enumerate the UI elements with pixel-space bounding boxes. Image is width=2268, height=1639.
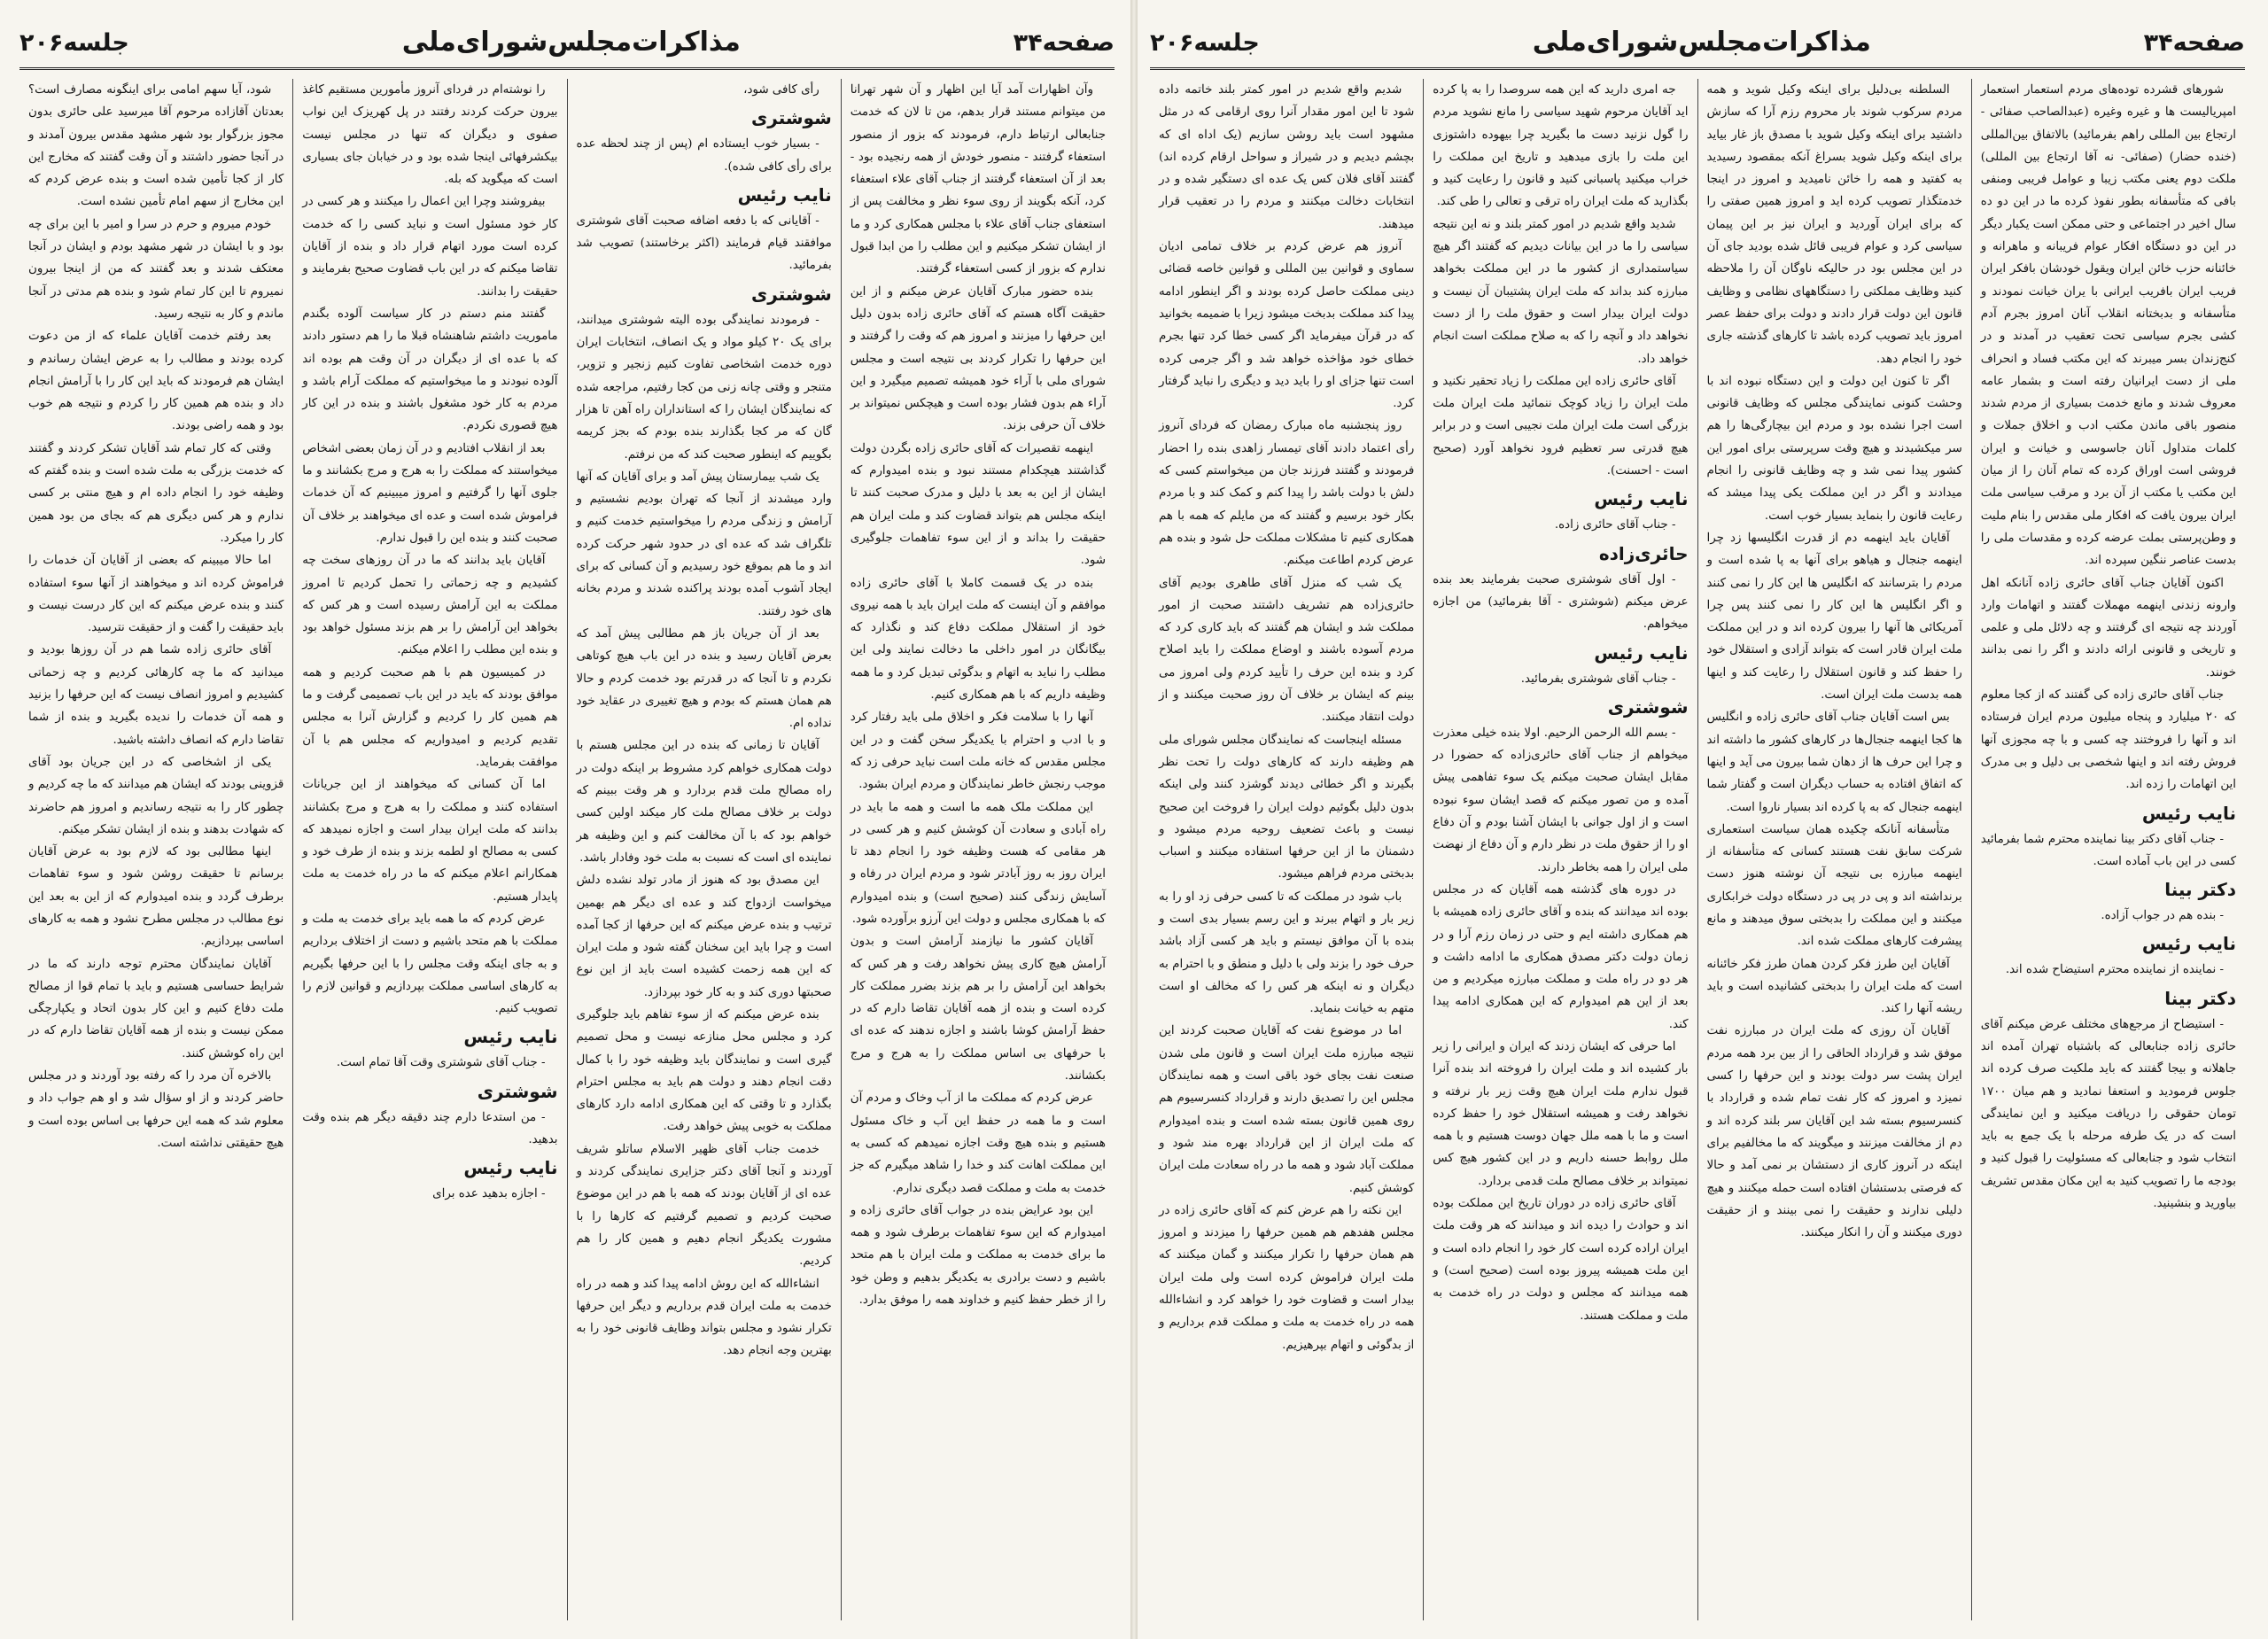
- paragraph: جناب آقای حائری زاده کی گفتند که از کجا معلوم که ۲۰ میلیارد و پنجاه میلیون مردم ایران فرستاده اند و آنها را فروختند چه کسی و با چه مجوزی آنها فروش رفته اند و اینها شخصی بی دلیل و بی مدرک این اتهامات را زده اند.: [1980, 688, 2237, 792]
- speaker-name: نایب رئیس: [2141, 802, 2236, 824]
- paragraph: بس است آقایان جناب آقای حائری زاده و انگلیس ها کجا اینهمه جنجال‌ها در کارهای کشور ما داشته اند و چرا این حرف ها از دهان شما بیرون می آید و اینها که اتفاق افتاده به حساب دیگران است و گفتار شما اینهمه جنجال که به پا کرده اند بسیار ناروا است.: [1706, 711, 1962, 814]
- paragraph: آقایان این طرز فکر کردن همان طرز فکر خائنانه است که ملت ایران را بدبختی کشانیده است و باید ریشه آنها را کند.: [1706, 957, 1962, 1016]
- speaker-name: نایب رئیس: [463, 1026, 558, 1048]
- paragraph: عرض کردم که مملکت ما از آب وخاک و مردم آن است و ما همه در حفظ این آب و خاک مسئول هستیم و بنده هیچ وقت اجازه نمیدهم که کسی به این مملکت اهانت کند و خدا را شاهد میگیرم که جز خدمت به ملت و مملکت قصد دیگری ندارم.: [850, 1091, 1106, 1195]
- text-column: [841, 79, 1115, 1620]
- paragraph: روز پنجشنبه ماه مبارک رمضان که فردای آنروز رأی اعتماد دادند آقای تیمسار زاهدی بنده را احضار فرمودند و گفتند فرزند جان من میخواستم کسی که دلش با دولت باشد را پیدا کنم و کمک کند و با مردم بکار خود برسیم و گفتند که من مایلم که همه با هم همکاری کنیم تا مشکلات مملکت حل شود و بنده هم عرض کردم اطاعت میکنم.: [1159, 419, 1415, 568]
- paragraph: آنها را با سلامت فکر و اخلاق ملی باید رفتار کرد و با ادب و احترام با یکدیگر سخن گفت و در این مجلس مقدس که خانه ملت است نباید حرفی زد که موجب رنجش خاطر نمایندگان و مردم ایران بشود.: [850, 711, 1106, 792]
- paragraph: آقای حائری زاده در دوران تاریخ این مملکت بوده اند و حوادث را دیده اند و میدانند که هر وقت ملت ایران اراده کرده است کار خود را انجام داده است و این ملت همیشه پیروز بوده است (صحیح است) و همه میدانند که مجلس و دولت در راه خدمت به ملت و مملکت هستند.: [1433, 1197, 1689, 1323]
- paragraph: بیفروشند وچرا این اعمال را میکنند و هر کسی در کار خود مسئول است و نباید کسی را که خدمت کرده است مورد اتهام قرار داد و بنده از آقایان تقاضا میکنم که در این باب قضاوت صحیح بفرمایند و حقیقت را بدانند.: [302, 195, 558, 299]
- paragraph: رأی کافی شود،: [743, 83, 819, 97]
- paragraph: - اجازه بدهید عده برای: [432, 1187, 546, 1201]
- paragraph: - اول آقای شوشتری صحبت بفرمایند بعد بنده عرض میکنم (شوشتری - آقا بفرمائید) من اجازه میخواهم.: [1433, 572, 1689, 632]
- paragraph: این مملکت ملک همه ما است و همه ما باید در راه آبادی و سعادت آن کوشش کنیم و هر کسی در هر مقامی که هست وظیفه خود را انجام دهد تا ایران روز به روز آبادتر شود و مردم ایران در رفاه و آسایش زندگی کنند (صحیح است) و بنده امیدوارم که با همکاری مجلس و دولت این آرزو برآورده شود.: [850, 800, 1106, 926]
- paragraph: آقایان باید اینهمه دم از قدرت انگلیسها زد چرا اینهمه جنجال و هیاهو برای آنها به پا شده است و مردم را بترسانند که انگلیس ها این کار را نمی کنند و اگر انگلیس ها این کار را نمی کنند پس چرا آمریکائی ها آنها را بیرون کرده اند و در این مملکت ملت ایران قادر است که بتواند آزادی و استقلال خود را حفظ کند و قانون استقلال را رعایت کند و اینها همه بدست ملت ایران است.: [1706, 531, 1962, 703]
- paragraph: بالاخره آن مرد را که رفته بود آوردند و در مجلس حاضر کردند و از او سؤال شد و او هم جواب داد و معلوم شد که همه این حرفها بی اساس بوده است و هیچ حقیقتی نداشته است.: [28, 1069, 284, 1150]
- paragraph: گفتند منم دستم در کار سیاست آلوده بگندم ماموریت داشتم شاهنشاه قبلا ما را هم دستور دادند که با عده ای از دیگران در آن وقت هم بوده اند آلوده نبودند و ما میخواستیم که مملکت آرام باشد و مردم به کار خود مشغول باشند و بنده در این کار هیچ قصوری نکردم.: [302, 307, 558, 433]
- paragraph: متأسفانه آنانکه چکیده همان سیاست استعماری شرکت سابق نفت هستند کسانی که متأسفانه از اینهمه مبارزه بی نتیجه آن نوشته هنوز دست برنداشته اند و پی در پی در دستگاه دولت خرابکاری میکنند و این مملکت را بدبختی سوق میدهند و مانع پیشرفت کارهای مملکت شده اند.: [1706, 822, 1962, 949]
- paragraph: اگر تا کنون این دولت و این دستگاه نبوده اند با وحشت کنونی نمایندگی مجلس که وظایف قانونی است اجرا نشده بود و مردم این بیچارگی‌ها را هم سر میکشیدند و هیچ وقت سرپرستی برای امور این کشور پیدا نمی شد و چه وظایف قانونی را انجام میدادند و اگر در این مملکت یکی پیدا میشد که رعایت قانون را بنماید بسیار خوب است.: [1706, 374, 1962, 523]
- paragraph: - جناب آقای شوشتری بفرمائید.: [1520, 672, 1676, 686]
- speaker-name: نایب رئیس: [463, 1157, 558, 1179]
- speaker-name: شوشتری: [750, 107, 832, 129]
- right-page: [1138, 0, 2268, 1639]
- paragraph: اینها مطالبی بود که لازم بود به عرض آقایان برسانم تا حقیقت روشن شود و سوء تفاهمات برطرف گردد و بنده امیدوارم که از این به بعد این نوع مطالب در مجلس مطرح نشود و همه به کارهای اساسی بپردازیم.: [28, 845, 284, 949]
- paragraph: اما در موضوع نفت که آقایان صحبت کردند این نتیجه مبارزه ملت ایران است و قانون ملی شدن صنعت نفت بجای خود باقی است و همه نمایندگان مجلس این را تصدیق دارند و قرارداد کنسرسیوم هم روی همین قانون بسته شده است و بنده امیدوارم که ملت ایران از این قرارداد بهره مند شود و مملکت آباد شود و همه ما در راه سعادت ملت ایران کوشش کنیم.: [1159, 1024, 1415, 1195]
- paragraph: شود، آیا سهم امامی برای اینگونه مصارف است؟ بعدتان آقازاده مرحوم آقا میرسید علی حائری بدون مجوز بزرگوار بود شهر مشهد مقدس بیرون آمدند و در آنجا حضور داشتند و آن وقت گفتند که مخارج این کار از کجا تأمین شده است و بنده عرض کردم که این مخارج از سهم امام تأمین نشده است.: [28, 83, 284, 209]
- text-column: [1971, 79, 2245, 1620]
- paragraph: اما حرفی که ایشان زدند که ایران و ایرانی را زیر بار کشیده اند و ملت ایران را فروخته اند بنده آنرا قبول ندارم ملت ایران هیچ وقت زیر بار نرفته و نخواهد رفت و همیشه استقلال خود را حفظ کرده است و ما با همه ملل جهان دوست هستیم و با همه ملل روابط حسنه داریم و در این کشور هیچ کس نمیتواند بر خلاف مصالح ملت قدمی بردارد.: [1433, 1039, 1689, 1188]
- paragraph: - آقایانی که با دفعه اضافه صحبت آقای شوشتری موافقند قیام فرمایند (اکثر برخاستند) تصویب شد بفرمائید.: [576, 214, 832, 273]
- speaker-name: شوشتری: [750, 283, 832, 305]
- paragraph: - بنده هم در جواب آزاده.: [2101, 909, 2224, 923]
- paragraph: - نماینده از نماینده محترم استیضاح شده اند.: [2005, 963, 2224, 977]
- paragraph: انشاءالله که این روش ادامه پیدا کند و همه در راه خدمت به ملت ایران قدم برداریم و دیگر این حرفها تکرار نشود و مجلس بتواند وظایف قانونی خود را به بهترین وجه انجام دهد.: [576, 1277, 832, 1358]
- paragraph: بعد از انقلاب افتادیم و در آن زمان بعضی اشخاص میخواستند که مملکت را به هرج و مرج بکشانند و ما جلوی آنها را گرفتیم و امروز میبینیم که آن خدمات فراموش شده است و عده ای میخواهند بر خلاف آن صحبت کنند و بنده این را قبول ندارم.: [302, 441, 558, 545]
- paragraph: - من استدعا دارم چند دقیقه دیگر هم بنده وقت بدهید.: [302, 1110, 558, 1147]
- paragraph: بنده در یک قسمت کاملا با آقای حائری زاده موافقم و آن اینست که ملت ایران باید با همه نیروی خود از استقلال مملکت دفاع کند و نگذارد که بیگانگان در امور داخلی ما دخالت نمایند ولی این مطلب را نباید به اتهام و بدگوئی تبدیل کرد و ما همه وظیفه داریم که با هم همکاری کنیم.: [850, 576, 1106, 703]
- paragraph: وقتی که کار تمام شد آقایان تشکر کردند و گفتند که خدمت بزرگی به ملت شده است و بنده گفتم که وظیفه خود را انجام داده ام و هیچ منتی بر کسی ندارم و هر کس دیگری هم که بجای من بود همین کار را میکرد.: [28, 441, 284, 545]
- paragraph: - جناب آقای حائری زاده.: [1554, 518, 1676, 532]
- paragraph: عرض کردم که ما همه باید برای خدمت به ملت و مملکت با هم متحد باشیم و دست از اختلاف برداریم و به جای اینکه وقت مجلس را با این حرفها بگیریم به کارهای اساسی مملکت بپردازیم و قوانین لازم را تصویب کنیم.: [302, 912, 558, 1016]
- paragraph: آنروز هم عرض کردم بر خلاف تمامی ادیان سماوی و قوانین بین المللی و قوانین خاصه قضائی دینی مملکت حاصل کرده بودند و اگر اینطور ادامه پیدا کند مملکت بدبخت میشود زیرا با ضمیمه بخوانید که در قرآن میفرماید اگر کسی خطا کرد تنها بجرم خطای خود مؤاخذه خواهد شد و اگر جرمی کرده است تنها جزای او را باید دید و دیگری را نباید گرفتار کرد.: [1159, 240, 1415, 411]
- paragraph: - بسیار خوب ایستاده ام (پس از چند لحظه عده برای رأی کافی شده).: [576, 137, 832, 174]
- text-column: [567, 79, 841, 1620]
- paragraph: شورهای قشرده توده‌های مردم استعمار استعمار امپریالیست ها و غیره وغیره (عبدالصاحب صفائی - ارتجاع بین المللی راهم بفرمائید) بالاتفاق بین‌المللی (خنده حضار) (صفائی- نه آقا ارتجاع بین المللی) ملکت دوم یعنی مکتب زیبا و عوامل فریبی ومنفی بافی که متأسفانه بطور نفوذ کرده ما در این دو ده سال اخیر در اجتماعی و حتی ممکن است یکبار دیگر در این دو دستگاه افکار عوام فریبانه و ماهرانه و خائنانه حزب خائن ایران ویقول خودشان بافکر ایران فریب ایران بافریب ایرانی با یران خیانت نمودند و متأسفانه و بدبختانه انقلاب آنان امروز بجرم آدم کشی بجرم سیاسی تحت تعقیب در آمدند و در کنج‌زندان بسر میبرند که این مکتب فساد و انحراف ملی از دست ایرانیان رفته است و بشمار عامه معروف شدند و مانع خدمت بسیاری از مردم شدند منصور باقی ماندن مکتب ادب و اخلاق جملات و کلمات متداول آنان جاسوسی و خیانت و ایران فروشی است اوراق کرده که تمام آنان را از میان این مکتب یا مکتب از آن برد و مرقب سیاسی ملت ایران بیرون یافت که افکار ملی مقدس را بنام ملیت و وطن‌پرستی بملت عرضه کرده و مقدسات ملی را بدست عناصر ننگین سپرده اند.: [1980, 83, 2237, 568]
- paragraph: اما آن کسانی که میخواهند از این جریانات استفاده کنند و مملکت را به هرج و مرج بکشانند بدانند که ملت ایران بیدار است و اجازه نمیدهد که کسی به مصالح او لطمه بزند و بنده از طرف خود و همکارانم اعلام میکنم که ما در راه خدمت به ملت پایدار هستیم.: [302, 778, 558, 904]
- paragraph: اینهمه تقصیرات که آقای حائری زاده بگردن دولت گذاشتند هیچکدام مستند نبود و بنده امیدوارم که ایشان از این به بعد با دلیل و مدرک صحبت کنند تا اینکه مجلس هم بتواند قضاوت کند و ملت ایران هم حقیقت را بداند و از این سوء تفاهمات جلوگیری شود.: [850, 441, 1106, 568]
- text-column: [1697, 79, 1971, 1620]
- paragraph: - استیضاح از مرجع‌های مختلف عرض میکنم آقای حائری زاده جنابعالی که باشتباه تهران آمده اند جاهلانه و بیجا گفتند که باید ملکیت صرف کرده اند جلوس فرمودید و استعفا نمادید و هم میان ۱۷۰۰ تومان حقوقی را دریافت میکنید و این نمایندگی است که در یک طرفه مرحله با یک جمع به باید انتخاب شود و جنابعالی که مسئولیت را قبول کنید و بودجه ما را تصویب کنید به این مکان مقدس تشریف بیاورید و بنشینید.: [1980, 1017, 2236, 1211]
- paragraph: را نوشته‌ام در فردای آنروز مأمورین مستقیم کاغذ بیرون حرکت کردند رفتند در پل کهریزک این نواب صفوی و دیگران که تنها در مجلس نیست بیکشرفهائی اینجا شده بود و در خیابان جای بسیاری است که میگوید که بله.: [302, 83, 558, 187]
- speaker-name: نایب رئیس: [2141, 933, 2236, 955]
- paragraph: این مصدق بود که هنوز از مادر تولد نشده دلش میخواست ازدواج کند و عده ای دیگر هم بهمین ترتیب و بنده عرض میکنم که این حرفها از کجا آمده است و چرا باید این سخنان گفته شود و ملت ایران که این همه زحمت کشیده است باید از این نوع صحبتها دوری کند و به کار خود بپردازد.: [576, 874, 832, 999]
- speaker-name: حائری‌زاده: [1598, 542, 1689, 564]
- left-page: [0, 0, 1130, 1639]
- paragraph: - فرمودند نمایندگی بوده الیته شوشتری میدانند، برای یک ۲۰ کیلو مواد و یک انصاف، انتخابات ایران دوره خدمت اشخاصی تفاوت کنیم زنجیر و تزویر، متنجر و وقتی چانه زنی من کجا رفتیم، مراجعه شده که نمایندگان ایشان را که استانداران راه آهن تا هزار گان که مر کجا بگذارند بنده بودم که بجز کریمه بگوییم که اینطور صحبت کند که من نرفتم.: [576, 313, 832, 462]
- paragraph: اکنون آقایان جناب آقای حائری زاده آنانکه اهل وارونه زندنی اینهمه مهملات گفتند و اتهامات وارد آوردند چه نتیجه ای گرفتند و چه دلائل ملی و علمی و تاریخی و قانونی ارائه دادند و اگر را نمی بدانند خونند.: [1980, 576, 2236, 680]
- paragraph: جه امری دارید که این همه سروصدا را به پا کرده اید آقایان مرحوم شهید سیاسی را مانع نشوید مردم را گول نزنید دست ما بگیرید چرا بیهوده داشتوزی این ملت را بازی میدهید و تاریخ این مملکت را خراب میکنید پاسبانی کنید و قانون را رعایت کنید و بگذارید که ملت ایران راه ترقی و تعالی را طی کند.: [1433, 83, 1689, 209]
- paragraph: اما حالا میبینم که بعضی از آقایان آن خدمات را فراموش کرده اند و میخواهند از آنها سوء استفاده کنند و بنده عرض میکنم که این کار درست نیست و باید حقیقت را گفت و از حقیقت نترسید.: [28, 554, 284, 635]
- speaker-name: نایب رئیس: [737, 183, 832, 206]
- paragraph: - جناب آقای دکتر بینا نماینده محترم شما بفرمائید کسی در این باب آماده است.: [1980, 832, 2236, 868]
- page-header: [1150, 27, 2245, 70]
- paragraph: آقای حائری زاده این مملکت را زیاد تحقیر نکنید و ملت ایران را زیاد کوچک ننمائید ملت ایران ملت بزرگی است ملت ایران ملت نجیبی است و در برابر هیچ قدرتی سر تعظیم فرود نخواهد آورد (صحیح است - احسنت).: [1433, 374, 1689, 478]
- text-column: [19, 79, 292, 1620]
- paragraph: خودم میروم و حرم در سرا و امیر با این برای چه بود و با ایشان در شهر مشهد بودم و ایشان در آنجا معتکف شدند و بعد گفتند که من از اینجا بیرون نمیروم تا این کار تمام شود و بنده هم مدتی در آنجا ماندم و کار به نتیجه رسید.: [28, 217, 284, 321]
- page-gutter: [1130, 0, 1138, 1639]
- speaker-name: نایب رئیس: [1594, 641, 1689, 664]
- paragraph: آقای حائری زاده شما هم در آن روزها بودید و میدانید که ما چه کارهائی کردیم و چه زحماتی کشیدیم و امروز انصاف نیست که این حرفها را بزنید و همه آن خدمات را ندیده بگیرید و بنده از شما تقاضا دارم که انصاف داشته باشید.: [28, 643, 284, 747]
- text-columns: [1150, 79, 2245, 1620]
- paragraph: یکی از اشخاصی که در این جریان بود آقای قزوینی بودند که ایشان هم میدانند که ما چه کردیم و چطور کار را به نتیجه رساندیم و امروز هم حاضرند که شهادت بدهند و بنده از ایشان تشکر میکنم.: [28, 755, 284, 836]
- page-label: صفحه۳۴: [2143, 29, 2245, 57]
- paragraph: این بود عرایض بنده در جواب آقای حائری زاده و امیدوارم که این سوء تفاهمات برطرف شود و همه ما برای خدمت به مملکت و ملت ایران با هم متحد باشیم و دست برادری به یکدیگر بدهیم و وطن خود را از خطر حفظ کنیم و خداوند همه را موفق بدارد.: [850, 1203, 1106, 1308]
- paragraph: آقایان باید بدانند که ما در آن روزهای سخت چه کشیدیم و چه زحماتی را تحمل کردیم تا امروز مملکت به این آرامش رسیده است و هر کس که بخواهد این آرامش را بر هم بزند مسئول خواهد بود و بنده این مطلب را اعلام میکنم.: [302, 554, 558, 657]
- paragraph: آقایان کشور ما نیازمند آرامش است و بدون آرامش هیچ کاری پیش نخواهد رفت و هر کس که بخواهد این آرامش را بر هم بزند بضرر مملکت کار کرده است و بنده از همه آقایان تقاضا دارم که در حفظ آرامش کوشا باشند و اجازه ندهند که عده ای با حرفهای بی اساس مملکت را به هرج و مرج بکشانند.: [850, 935, 1106, 1084]
- paragraph: در دوره های گذشته همه آقایان که در مجلس بوده اند میدانند که بنده و آقای حائری زاده همیشه با هم همکاری داشته ایم و حتی در زمان رزم آرا و در زمان دولت دکتر مصدق همکاری ما ادامه داشت و هر دو در راه ملت و مملکت مبارزه میکردیم و من بعد از این هم امیدوارم که این همکاری ادامه پیدا کند.: [1433, 882, 1689, 1031]
- session-label: جلسه۲۰۶: [19, 29, 129, 57]
- paragraph: باب شود در مملکت که تا کسی حرفی زد او را به زیر بار و اتهام ببرند و این رسم بسیار بدی است و بنده با آن موافق نیستم و باید هر کسی آزاد باشد حرف خود را بزند ولی با دلیل و منطق و با احترام به دیگران و نه اینکه هر کس را که مخالف او است متهم به خیانت بنماید.: [1159, 889, 1415, 1016]
- paragraph: السلطنه بی‌دلیل برای اینکه وکیل شوید و همه مردم سرکوب شوند بار محروم رزم آرا که سازش داشتید برای اینکه وکیل شوید با مصدق باز غار بیاید برای اینکه وکیل شوید بسراغ آنکه بمقصود رسیدید به کفتید و همه را خائن نامیدید و امروز در اینجا خدمتگذار تصویب کرده اید و امروز همین صفتی را که برای ایران آوردید و ایران نیز بر این پیمان سیاسی کرد و عوام فریبی قائل شده بودید جای آن در این مجلس بود در حالیکه ناوگان آن را ملاحظه کنید وظایف مملکتی را دستگاههای نظامی و وظایف قانون این دولت قرار دادند و دولت برای حفظ عصر امروز باید تصویب کرده باشد تا کارهای گذشته جاری خود را انجام دهد.: [1706, 83, 1962, 366]
- paragraph: بنده حضور مبارک آقایان عرض میکنم و از این حقیقت آگاه هستم که آقای حائری زاده بدون دلیل این حرفها را میزنند و امروز هم که وقت را گرفتند و این حرفها را تکرار کردند بی نتیجه است و مجلس شورای ملی با آراء خود همیشه تصمیم میگیرد و این آراء هم بدون فشار بوده است و هیچکس نمیتواند بر خلاف آن حرفی بزند.: [850, 284, 1106, 433]
- gazette-title: مذاکرات‌مجلس‌شورای‌ملی: [401, 27, 741, 58]
- speaker-name: نایب رئیس: [1594, 488, 1689, 510]
- text-columns: [19, 79, 1115, 1620]
- paragraph: مسئله اینجاست که نمایندگان مجلس شورای ملی هم وظیفه دارند که کارهای دولت را تحت نظر بگیرند و اگر خطائی دیدند گوشزد کنند ولی اینکه بدون دلیل بگوئیم دولت ایران را فروخت این صحیح نیست و باعث تضعیف روحیه مردم میشود و دشمنان ما از این حرفها استفاده میکنند و اسباب بدبختی مردم فراهم میشود.: [1159, 733, 1415, 882]
- paragraph: در کمیسیون هم با هم صحبت کردیم و همه موافق بودند که باید در این باب تصمیمی گرفت و ما هم همین کار را کردیم و گزارش آنرا به مجلس تقدیم کردیم و امیدواریم که مجلس هم با آن موافقت بفرماید.: [302, 665, 558, 769]
- speaker-name: شوشتری: [477, 1080, 558, 1102]
- page-label: صفحه۳۴: [1013, 29, 1115, 57]
- text-column: [1423, 79, 1697, 1620]
- text-column: [292, 79, 566, 1620]
- paragraph: شدید واقع شدیم در امور کمتر بلند و نه این نتیجه سیاسی را ما در این بیانات دیدیم که گفتند اگر هیچ سیاستمداری از کشور ما در این مملکت بخواهد مبارزه کند بداند که ملت ایران پشتیبان آن نیست و دولت ایران بیدار است و حقوق ملت را از دست نخواهد داد و آنچه را که به صلاح مملکت است انجام خواهد داد.: [1433, 217, 1689, 366]
- paragraph: خدمت جناب آقای ظهیر الاسلام ساتلو شریف آوردند و آنجا آقای دکتر جزایری نمایندگی کردند و عده ای از آقایان بودند که همه با هم در این موضوع صحبت کردیم و تصمیم گرفتیم که کارها را با مشورت یکدیگر انجام دهیم و همین کار را هم کردیم.: [576, 1142, 832, 1269]
- gazette-title: مذاکرات‌مجلس‌شورای‌ملی: [1532, 27, 1871, 58]
- text-column: [1150, 79, 1423, 1620]
- speaker-name: دکتر بینا: [2164, 879, 2236, 901]
- session-label: جلسه۲۰۶: [1150, 29, 1260, 57]
- paragraph: یک شب بیمارستان پیش آمد و برای آقایان که آنها وارد میشدند از آنجا که تهران بودیم نشستیم و آرامش و زندگی مردم را میخواستیم خدمت کنیم و تلگراف شد که عده ای در حدود شهر حرکت کرده اند و ما هم بموقع خود رسیدیم و آن کسانی که برای ایجاد آشوب آمده بودند پراکنده شدند و مردم بخانه های خود رفتند.: [576, 470, 832, 618]
- paragraph: شدیم واقع شدیم در امور کمتر بلند خاتمه داده شود تا این امور مقدار آنرا روی ارقامی که در مثل مشهود است باید روشن سازیم (یک اداه ای که بچشم دیدیم و در شیراز و سواحل ارقام کرده اند) گفتند آقای فلان کس یک عده ای دستگیر شده و در انتخابات دخالت میکنند و مردم را در تعقیب قرار میدهند.: [1159, 83, 1415, 231]
- paragraph: - جناب آقای شوشتری وقت آقا تمام است.: [336, 1056, 546, 1070]
- paragraph: یک شب که منزل آقای طاهری بودیم آقای حائری‌زاده هم تشریف داشتند صحبت از امور مملکت شد و ایشان هم گفتند که باید کاری کرد که مردم آسوده باشند و اوضاع مملکت را باید اصلاح کرد و بنده این حرف را تأیید کردم ولی امروز می بینم که ایشان بر خلاف آن روز صحبت میکنند و از دولت انتقاد میکنند.: [1159, 576, 1415, 725]
- paragraph: آقایان نمایندگان محترم توجه دارند که ما در شرایط حساسی هستیم و باید با تمام قوا از مصالح ملت دفاع کنیم و این کار بدون اتحاد و یکپارچگی ممکن نیست و بنده از همه آقایان تقاضا دارم که در این راه کوشش کنند.: [28, 957, 284, 1060]
- paragraph: آقایان آن روزی که ملت ایران در مبارزه نفت موفق شد و قرارداد الحاقی را از بین برد همه مردم ایران پشت سر دولت بودند و این حرفها را کسی نمیزد و امروز که کار نفت تمام شده و قرارداد با کنسرسیوم بسته شد این آقایان سر بلند کرده اند و دم از مخالفت میزنند و میگویند که ما مخالفیم برای اینکه در آنروز کاری از دستشان بر نمی آمد و حالا که فرصتی بدستشان افتاده است حمله میکنند و هیچ دلیلی ندارند و حقیقت را نمی بینند و از حقیقت دوری میکنند و آن را انکار میکنند.: [1706, 1024, 1962, 1240]
- paragraph: این نکته را هم عرض کنم که آقای حائری زاده در مجلس هفدهم هم همین حرفها را میزدند و امروز هم همان حرفها را تکرار میکنند و گمان میکنند که ملت ایران فراموش کرده است ولی ملت ایران بیدار است و قضاوت خود را خواهد کرد و انشاءالله همه در راه خدمت به ملت و مملکت قدم برداریم و از بدگوئی و اتهام بپرهیزیم.: [1159, 1203, 1415, 1352]
- paragraph: بنده عرض میکنم که از سوء تفاهم باید جلوگیری کرد و مجلس محل منازعه نیست و محل تصمیم گیری است و نمایندگان باید وظیفه خود را با کمال دقت انجام دهند و دولت هم باید به مجلس احترام بگذارد و تا وقتی که این همکاری ادامه دارد کارهای مملکت به خوبی پیش خواهد رفت.: [576, 1007, 832, 1134]
- paragraph: بعد از آن جریان باز هم مطالبی پیش آمد که بعرض آقایان رسید و بنده در این باب هیچ کوتاهی نکردم و تا آنجا که در قدرتم بود خدمت کردم و حالا هم همان هستم که بودم و هیچ تغییری در عقاید خود نداده ام.: [576, 626, 832, 731]
- paragraph: آقایان تا زمانی که بنده در این مجلس هستم با دولت همکاری خواهم کرد مشروط بر اینکه دولت در راه مصالح ملت قدم بردارد و هر وقت ببینم که دولت بر خلاف مصالح ملت کار میکند اولین کسی خواهم بود که با آن مخالفت کنم و این وظیفه هر نماینده ای است که نسبت به ملت خود وفادار باشد.: [576, 739, 832, 865]
- page-header: [19, 27, 1115, 70]
- speaker-name: شوشتری: [1607, 695, 1689, 718]
- paragraph: بعد رفتم خدمت آقایان علماء که از من دعوت کرده بودند و مطالب را به عرض ایشان رساندم و ایشان هم فرمودند که باید این کار را با آرامش انجام داد و بنده هم همین کار را کردم و نتیجه هم خوب بود و همه راضی بودند.: [28, 330, 284, 433]
- paragraph: وآن اظهارات آمد آیا این اظهار و آن شهر تهرانا من میتوانم مستند قرار بدهم، من تا لان که خدمت جنابعالی ارتباط دارم، فرمودند که بزور از منصور استعفاء گرفتند - منصور خودش از همه‌ رنجیده بود - بعد از آن استعفاء گرفتند از جناب آقای علاء استعفاء کرد، آنکه بگویند از روی سوء نظر و مخالفت پس از استعفای جناب آقای علاء با مجلس همکاری کرد و ما از ایشان تشکر میکنیم و این مطلب را من ابدا قبول ندارم که بزور از کسی استعفاء گرفتند.: [850, 83, 1106, 276]
- paragraph: - بسم الله الرحمن الرحیم. اولا بنده خیلی معذرت میخواهم از جناب آقای حائری‌زاده که حضورا در مقابل ایشان صحبت میکنم یک سوء تفاهمی پیش آمده و من تصور میکنم که قصد ایشان سوء نبوده است و از اول جوانی با ایشان آشنا بودم و آن دفاع او را از حقوق ملت در نظر دارم و آن دفاع از نهضت ملی ایران را همه بخاطر دارند.: [1433, 726, 1689, 874]
- speaker-name: دکتر بینا: [2164, 987, 2236, 1009]
